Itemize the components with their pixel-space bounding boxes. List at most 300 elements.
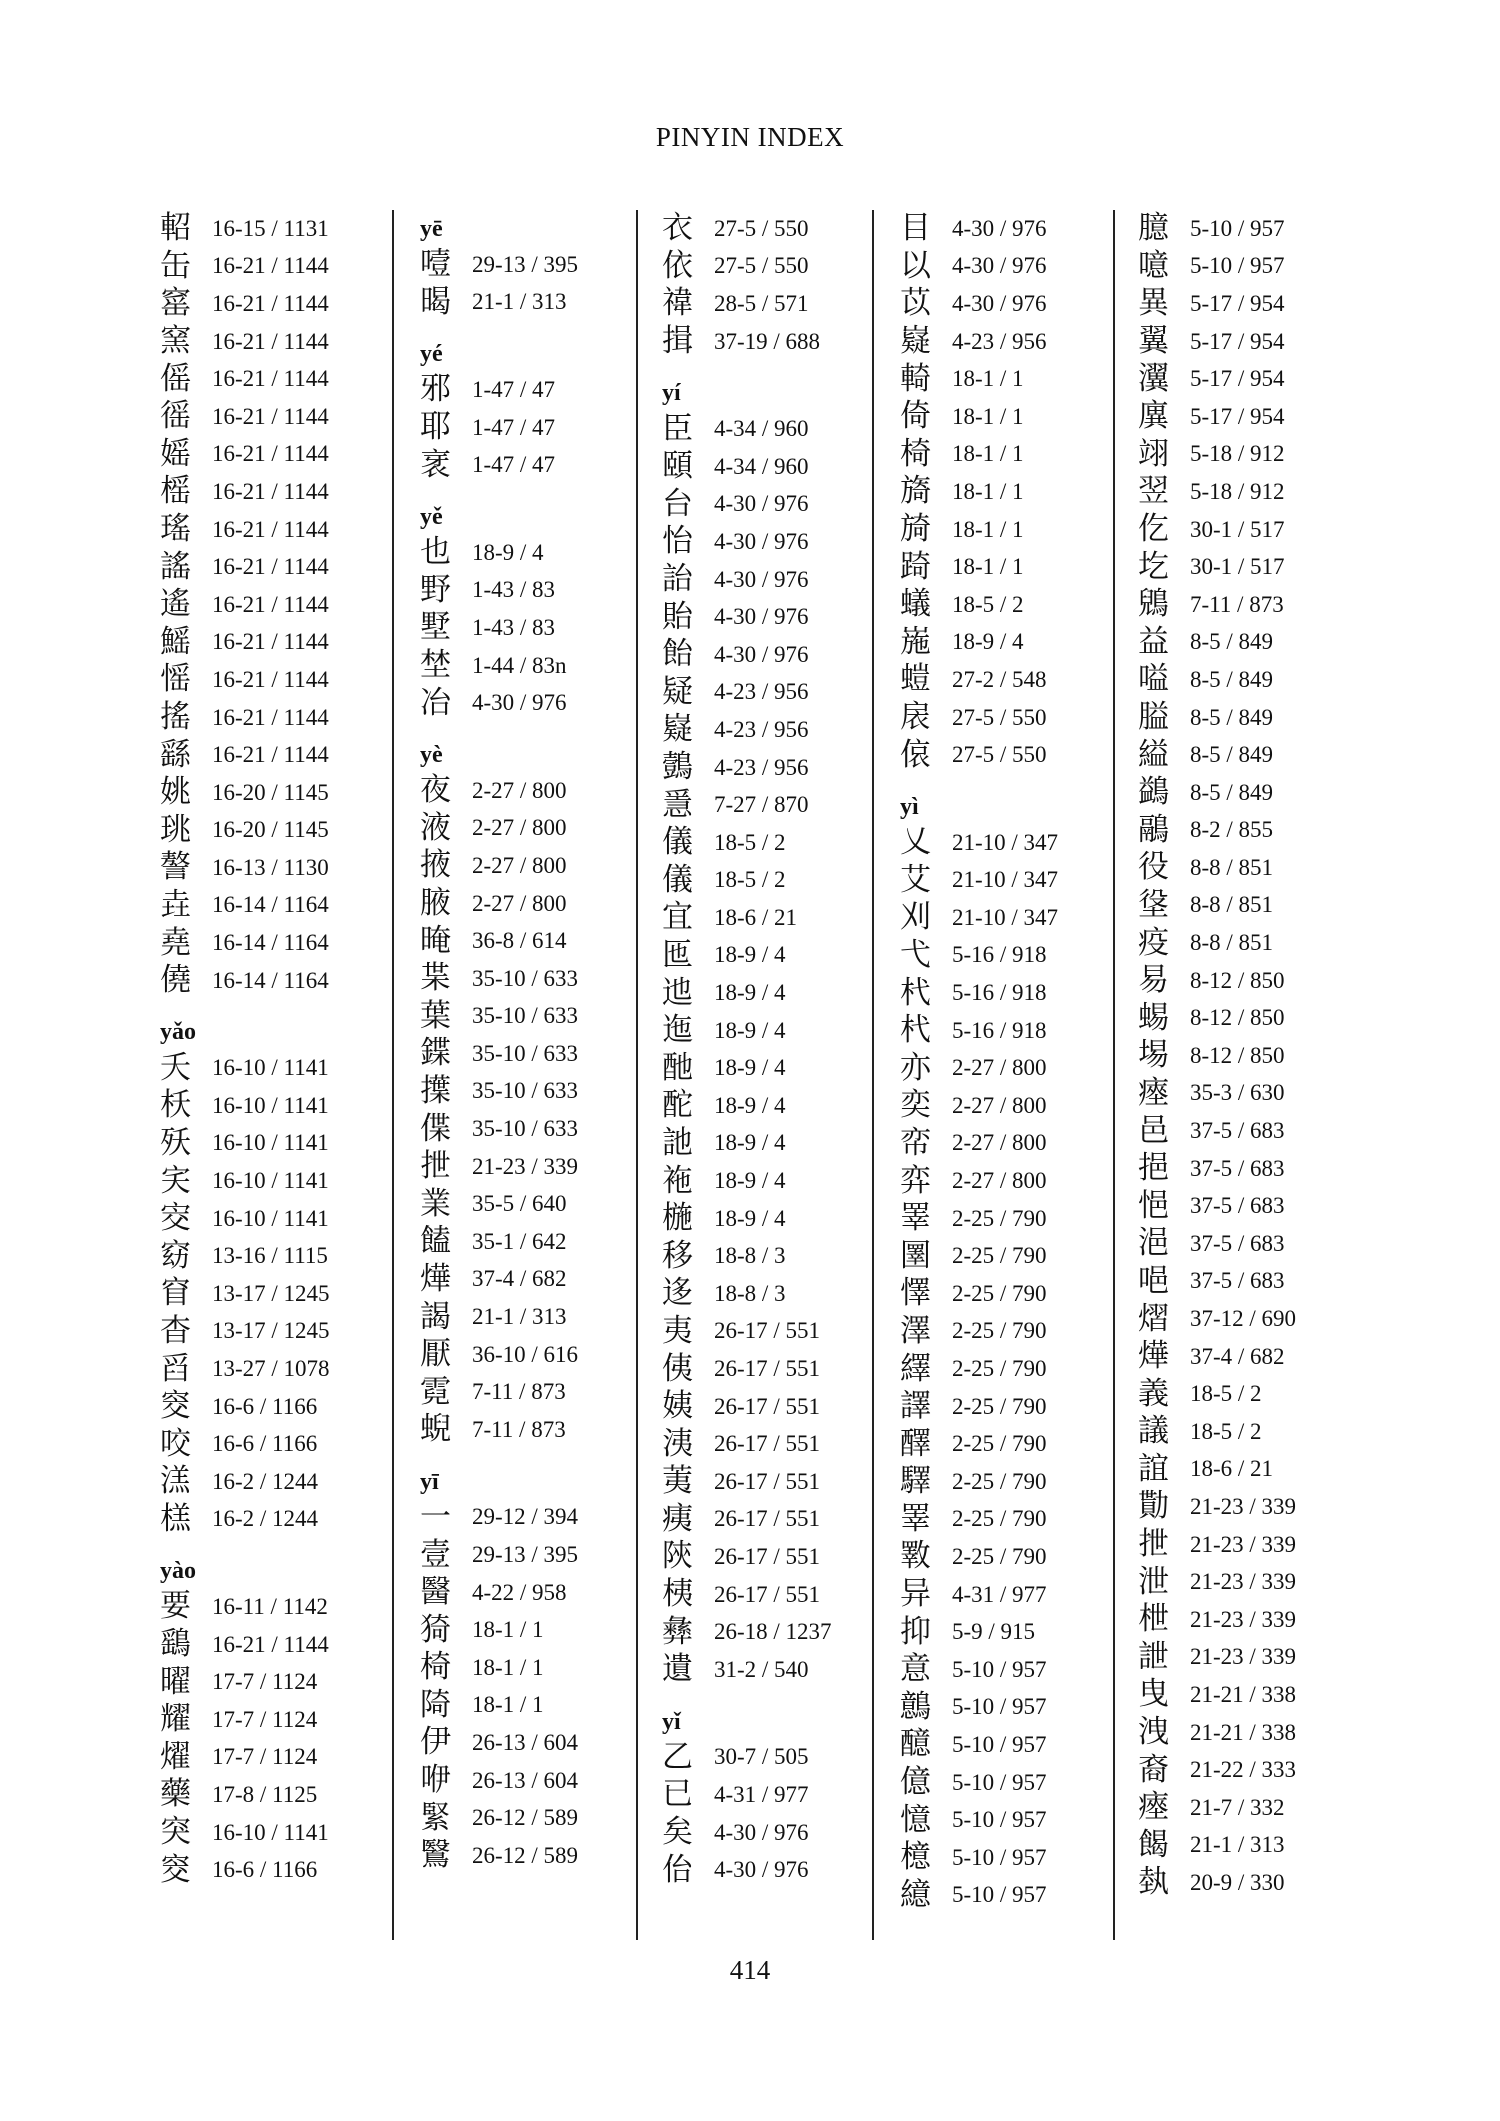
index-entry <box>420 446 578 484</box>
entry-reference: 18-1 / 1 <box>472 1654 544 1680</box>
index-entry <box>900 1613 1058 1651</box>
index-entry <box>420 1837 578 1875</box>
entry-character: 椅 <box>420 1649 451 1686</box>
column-divider <box>1113 210 1115 1940</box>
entry-reference: 16-21 / 1144 <box>212 742 329 768</box>
entry-reference: 8-8 / 851 <box>1190 930 1274 956</box>
entry-reference: 16-21 / 1144 <box>212 478 329 504</box>
index-entry <box>1138 1563 1296 1601</box>
pinyin-heading: yē <box>420 216 443 242</box>
index-entry <box>662 974 832 1012</box>
entry-character: 偞 <box>420 1110 451 1147</box>
entry-reference: 18-5 / 2 <box>714 867 786 893</box>
entry-reference: 13-17 / 1245 <box>212 1280 330 1306</box>
entry-reference: 7-27 / 870 <box>714 792 809 818</box>
index-entry <box>1138 887 1296 925</box>
entry-reference: 26-12 / 589 <box>472 1842 579 1868</box>
entry-reference: 4-30 / 976 <box>952 253 1047 279</box>
entry-reference: 18-1 / 1 <box>952 441 1024 467</box>
entry-character: 詒 <box>662 561 693 598</box>
index-entry <box>900 974 1058 1012</box>
index-entry <box>160 849 330 887</box>
index-entry <box>1138 1187 1296 1225</box>
entry-character: 窯 <box>160 323 191 360</box>
entry-character: 噎 <box>420 246 451 283</box>
entry-character: 業 <box>420 1185 451 1222</box>
entry-character: 陭 <box>420 1686 451 1723</box>
index-entry <box>420 1724 578 1762</box>
entry-character: 睪 <box>900 1200 931 1237</box>
entry-character: 野 <box>420 571 451 608</box>
entry-reference: 8-12 / 850 <box>1190 967 1285 993</box>
entry-character: 燁 <box>1138 1338 1169 1375</box>
entry-reference: 16-10 / 1141 <box>212 1168 329 1194</box>
entry-reference: 1-44 / 83n <box>472 652 567 678</box>
index-entry <box>1138 624 1296 662</box>
index-entry <box>420 772 578 810</box>
entry-character: 㥯 <box>662 786 693 823</box>
entry-character: 燁 <box>420 1260 451 1297</box>
entry-reference: 21-23 / 339 <box>1190 1531 1297 1557</box>
entry-character: 姨 <box>662 1388 693 1425</box>
entry-reference: 16-14 / 1164 <box>212 892 329 918</box>
pinyin-heading: yǎo <box>160 1019 196 1046</box>
entry-character: 垼 <box>1138 886 1169 923</box>
entry-character: 斁 <box>900 1538 931 1575</box>
entry-character: 鷁 <box>1138 774 1169 811</box>
entry-reference: 18-9 / 4 <box>714 1205 786 1231</box>
entry-reference: 4-31 / 977 <box>714 1781 809 1807</box>
index-entry <box>1138 1601 1296 1639</box>
entry-character: 醷 <box>900 1726 931 1763</box>
entry-reference: 16-21 / 1144 <box>212 666 329 692</box>
index-entry <box>900 1463 1058 1501</box>
entry-reference: 8-8 / 851 <box>1190 892 1274 918</box>
entry-reference: 16-21 / 1144 <box>212 366 329 392</box>
index-entry <box>160 924 330 962</box>
index-entry <box>900 436 1058 474</box>
entry-character: 翌 <box>1138 473 1169 510</box>
entry-reference: 21-23 / 339 <box>1190 1644 1297 1670</box>
entry-character: 迤 <box>662 1012 693 1049</box>
pinyin-heading: yì <box>900 793 919 820</box>
entry-reference: 31-2 / 540 <box>714 1656 809 1682</box>
entry-reference: 16-11 / 1142 <box>212 1593 328 1619</box>
index-entry <box>662 1275 832 1313</box>
index-column-5 <box>1138 210 1296 1902</box>
entry-reference: 35-1 / 642 <box>472 1228 567 1254</box>
entry-character: 崺 <box>900 623 931 660</box>
entry-character: 揖 <box>662 323 693 360</box>
entry-reference: 18-9 / 4 <box>714 1017 786 1043</box>
index-entry <box>160 248 330 286</box>
entry-reference: 27-5 / 550 <box>714 253 809 279</box>
entry-reference: 1-47 / 47 <box>472 376 556 402</box>
index-entry <box>160 285 330 323</box>
entry-reference: 2-25 / 790 <box>952 1431 1047 1457</box>
entry-character: 偯 <box>900 736 931 773</box>
index-entry <box>160 962 330 1000</box>
index-entry <box>420 371 578 409</box>
index-entry <box>160 1313 330 1351</box>
entry-character: 噫 <box>1138 247 1169 284</box>
entry-reference: 5-18 / 912 <box>1190 441 1285 467</box>
entry-character: 挹 <box>1138 1150 1169 1187</box>
index-entry <box>1138 1639 1296 1677</box>
entry-character: 縊 <box>1138 736 1169 773</box>
entry-reference: 8-5 / 849 <box>1190 704 1274 730</box>
entry-character: 澤 <box>900 1312 931 1349</box>
entry-character: 抑 <box>900 1613 931 1650</box>
entry-character: 貽 <box>662 598 693 635</box>
entry-reference: 2-27 / 800 <box>952 1055 1047 1081</box>
pinyin-heading: yè <box>420 741 443 768</box>
entry-character: 异 <box>900 1576 931 1613</box>
entry-character: 搖 <box>160 699 191 736</box>
entry-character: 窰 <box>160 285 191 322</box>
entry-character: 迆 <box>662 974 693 1011</box>
entry-reference: 4-30 / 976 <box>472 690 567 716</box>
entry-character: 葉 <box>420 997 451 1034</box>
entry-reference: 36-10 / 616 <box>472 1341 579 1367</box>
entry-reference: 26-17 / 551 <box>714 1468 821 1494</box>
index-entry <box>1138 511 1296 549</box>
index-entry <box>160 398 330 436</box>
entry-character: 嶷 <box>662 711 693 748</box>
index-entry <box>1138 924 1296 962</box>
entry-reference: 16-21 / 1144 <box>212 629 329 655</box>
entry-character: 扆 <box>900 699 931 736</box>
entry-reference: 5-17 / 954 <box>1190 290 1285 316</box>
entry-character: 抴 <box>1138 1526 1169 1563</box>
index-entry <box>160 1501 330 1539</box>
entry-reference: 5-9 / 915 <box>952 1619 1036 1645</box>
entry-reference: 18-9 / 4 <box>714 980 786 1006</box>
entry-reference: 30-7 / 505 <box>714 1744 809 1770</box>
index-entry <box>420 998 578 1036</box>
entry-character: 溔 <box>160 1463 191 1500</box>
entry-character: 壹 <box>420 1536 451 1573</box>
index-entry <box>160 1350 330 1388</box>
index-entry <box>662 285 832 323</box>
index-entry <box>1138 1526 1296 1564</box>
index-entry <box>662 824 832 862</box>
index-entry <box>160 1588 330 1626</box>
entry-reference: 21-21 / 338 <box>1190 1681 1297 1707</box>
index-entry <box>420 647 578 685</box>
entry-character: 繇 <box>160 736 191 773</box>
entry-reference: 5-16 / 918 <box>952 1017 1047 1043</box>
entry-reference: 16-10 / 1141 <box>212 1055 329 1081</box>
entry-reference: 26-13 / 604 <box>472 1767 579 1793</box>
entry-reference: 4-30 / 976 <box>714 641 809 667</box>
entry-reference: 37-5 / 683 <box>1190 1268 1285 1294</box>
index-entry <box>420 572 578 610</box>
entry-character: 要 <box>160 1588 191 1625</box>
entry-character: 檍 <box>900 1839 931 1876</box>
index-entry <box>662 899 832 937</box>
entry-reference: 18-9 / 4 <box>714 1168 786 1194</box>
index-entry <box>900 1125 1058 1163</box>
entry-reference: 2-25 / 790 <box>952 1543 1047 1569</box>
entry-reference: 18-5 / 2 <box>1190 1418 1262 1444</box>
entry-reference: 17-8 / 1125 <box>212 1781 318 1807</box>
index-entry <box>160 1626 330 1664</box>
entry-reference: 21-7 / 332 <box>1190 1794 1285 1820</box>
index-entry <box>160 1776 330 1814</box>
index-entry <box>662 523 832 561</box>
entry-reference: 26-17 / 551 <box>714 1431 821 1457</box>
entry-reference: 37-19 / 688 <box>714 328 821 354</box>
entry-reference: 21-1 / 313 <box>472 289 567 315</box>
index-entry <box>1138 323 1296 361</box>
entry-reference: 4-30 / 976 <box>714 491 809 517</box>
entry-character: 一 <box>420 1498 451 1535</box>
entry-reference: 13-27 / 1078 <box>212 1356 330 1382</box>
entry-reference: 27-5 / 550 <box>952 742 1047 768</box>
entry-character: 廙 <box>1138 398 1169 435</box>
entry-character: 浥 <box>1138 1225 1169 1262</box>
index-entry <box>160 1275 330 1313</box>
entry-reference: 16-10 / 1141 <box>212 1819 329 1845</box>
entry-character: 暍 <box>420 283 451 320</box>
entry-character: 悒 <box>1138 1187 1169 1224</box>
entry-character: 蜺 <box>420 1411 451 1448</box>
entry-reference: 37-4 / 682 <box>472 1266 567 1292</box>
entry-character: 乙 <box>662 1738 693 1775</box>
entry-character: 窅 <box>160 1275 191 1312</box>
entry-reference: 27-5 / 550 <box>952 704 1047 730</box>
entry-reference: 29-13 / 395 <box>472 251 579 277</box>
index-entry <box>662 1501 832 1539</box>
entry-character: 墅 <box>420 609 451 646</box>
index-entry <box>420 960 578 998</box>
entry-character: 耀 <box>160 1701 191 1738</box>
entry-character: 厭 <box>420 1336 451 1373</box>
entry-reference: 5-10 / 957 <box>952 1807 1047 1833</box>
entry-reference: 16-6 / 1166 <box>212 1857 318 1883</box>
entry-reference: 35-3 / 630 <box>1190 1080 1285 1106</box>
entry-character: 徭 <box>160 398 191 435</box>
entry-character: 窈 <box>160 1237 191 1274</box>
entry-character: 弋 <box>900 936 931 973</box>
entry-character: 彝 <box>662 1613 693 1650</box>
column-divider <box>392 210 394 1940</box>
entry-character: 亦 <box>900 1049 931 1086</box>
entry-character: 瘞 <box>1138 1789 1169 1826</box>
entry-character: 旑 <box>900 511 931 548</box>
index-entry <box>1138 1751 1296 1789</box>
index-entry <box>160 699 330 737</box>
entry-reference: 2-27 / 800 <box>472 777 567 803</box>
index-entry <box>662 561 832 599</box>
index-entry <box>662 1200 832 1238</box>
entry-reference: 16-6 / 1166 <box>212 1431 318 1457</box>
index-entry <box>420 1336 578 1374</box>
entry-character: 軺 <box>160 210 191 247</box>
index-entry <box>900 248 1058 286</box>
entry-character: 緊 <box>420 1799 451 1836</box>
entry-character: 踦 <box>900 548 931 585</box>
entry-character: 杳 <box>160 1312 191 1349</box>
index-entry <box>1138 1676 1296 1714</box>
index-entry <box>160 1814 330 1852</box>
entry-reference: 37-5 / 683 <box>1190 1193 1285 1219</box>
entry-character: 耶 <box>420 409 451 446</box>
entry-reference: 18-8 / 3 <box>714 1243 786 1269</box>
index-entry <box>662 1739 832 1777</box>
entry-reference: 35-10 / 633 <box>472 1078 579 1104</box>
entry-reference: 5-10 / 957 <box>952 1844 1047 1870</box>
index-entry <box>420 609 578 647</box>
column-divider <box>872 210 874 1940</box>
entry-reference: 2-27 / 800 <box>472 852 567 878</box>
entry-reference: 8-8 / 851 <box>1190 854 1274 880</box>
index-entry <box>900 1764 1058 1802</box>
entry-reference: 27-5 / 550 <box>714 215 809 241</box>
entry-reference: 2-27 / 800 <box>952 1092 1047 1118</box>
entry-reference: 21-22 / 333 <box>1190 1757 1297 1783</box>
entry-reference: 16-21 / 1144 <box>212 403 329 429</box>
entry-reference: 18-9 / 4 <box>714 1092 786 1118</box>
entry-character: 舀 <box>160 1350 191 1387</box>
entry-reference: 5-17 / 954 <box>1190 328 1285 354</box>
entry-character: 洟 <box>662 1425 693 1462</box>
entry-character: 憶 <box>900 1801 931 1838</box>
entry-character: 矣 <box>662 1814 693 1851</box>
entry-character: 鷊 <box>1138 811 1169 848</box>
index-entry <box>662 210 832 248</box>
entry-reference: 37-4 / 682 <box>1190 1343 1285 1369</box>
entry-character: 酡 <box>662 1087 693 1124</box>
index-entry <box>160 511 330 549</box>
entry-reference: 21-23 / 339 <box>472 1153 579 1179</box>
entry-character: 睪 <box>900 1500 931 1537</box>
index-entry <box>662 749 832 787</box>
entry-character: 誼 <box>1138 1450 1169 1487</box>
entry-reference: 16-15 / 1131 <box>212 215 329 241</box>
entry-character: 鷾 <box>900 1688 931 1725</box>
entry-character: 議 <box>1138 1413 1169 1450</box>
entry-character: 枻 <box>1138 1601 1169 1638</box>
entry-character: 翊 <box>1138 435 1169 472</box>
entry-reference: 26-13 / 604 <box>472 1729 579 1755</box>
entry-reference: 26-17 / 551 <box>714 1318 821 1344</box>
index-entry <box>1138 1789 1296 1827</box>
entry-reference: 35-10 / 633 <box>472 1116 579 1142</box>
entry-character: 腋 <box>420 885 451 922</box>
entry-reference: 8-5 / 849 <box>1190 779 1274 805</box>
index-entry <box>900 398 1058 436</box>
index-entry <box>1138 473 1296 511</box>
entry-reference: 27-2 / 548 <box>952 666 1047 692</box>
entry-character: 目 <box>900 210 931 247</box>
entry-character: 埸 <box>1138 1037 1169 1074</box>
entry-character: 義 <box>1138 1375 1169 1412</box>
index-entry <box>900 1877 1058 1915</box>
index-entry <box>1138 586 1296 624</box>
entry-reference: 35-10 / 633 <box>472 965 579 991</box>
index-entry <box>1138 1263 1296 1301</box>
entry-reference: 5-10 / 957 <box>952 1769 1047 1795</box>
entry-reference: 28-5 / 571 <box>714 290 809 316</box>
index-entry <box>420 284 578 322</box>
entry-character: 殀 <box>160 1124 191 1161</box>
index-entry <box>420 922 578 960</box>
index-entry <box>420 1261 578 1299</box>
index-entry <box>420 1574 578 1612</box>
index-entry <box>900 1388 1058 1426</box>
entry-character: 鍱 <box>420 1035 451 1072</box>
index-entry <box>1138 699 1296 737</box>
entry-reference: 16-10 / 1141 <box>212 1205 329 1231</box>
index-entry <box>160 1237 330 1275</box>
entry-character: 旖 <box>900 473 931 510</box>
entry-character: 晻 <box>420 922 451 959</box>
entry-character: 㝔 <box>160 1200 191 1237</box>
entry-character: 奕 <box>900 1087 931 1124</box>
index-entry <box>662 1776 832 1814</box>
index-entry <box>900 511 1058 549</box>
index-entry <box>420 885 578 923</box>
entry-character: 怡 <box>662 523 693 560</box>
entry-reference: 26-18 / 1237 <box>714 1619 832 1645</box>
entry-reference: 5-17 / 954 <box>1190 403 1285 429</box>
index-entry <box>160 1739 330 1777</box>
entry-reference: 8-12 / 850 <box>1190 1005 1285 1031</box>
entry-character: 唈 <box>1138 1262 1169 1299</box>
index-entry <box>420 810 578 848</box>
entry-reference: 18-6 / 21 <box>714 904 798 930</box>
entry-character: 億 <box>900 1764 931 1801</box>
index-entry <box>1138 999 1296 1037</box>
index-entry <box>420 847 578 885</box>
entry-character: 嶷 <box>900 323 931 360</box>
entry-character: 遙 <box>160 586 191 623</box>
index-entry <box>900 360 1058 398</box>
index-entry <box>160 1463 330 1501</box>
entry-reference: 16-13 / 1130 <box>212 854 329 880</box>
index-entry <box>160 210 330 248</box>
index-entry <box>420 1073 578 1111</box>
entry-reference: 2-25 / 790 <box>952 1356 1047 1382</box>
entry-character: 伊 <box>420 1724 451 1761</box>
entry-reference: 26-17 / 551 <box>714 1356 821 1382</box>
entry-character: 驛 <box>900 1463 931 1500</box>
index-entry <box>1138 1413 1296 1451</box>
index-entry <box>900 1425 1058 1463</box>
index-entry <box>160 736 330 774</box>
index-entry <box>900 1689 1058 1727</box>
entry-character: 咿 <box>420 1762 451 1799</box>
entry-reference: 16-14 / 1164 <box>212 930 329 956</box>
entry-reference: 20-9 / 330 <box>1190 1869 1285 1895</box>
entry-character: 台 <box>662 485 693 522</box>
entry-reference: 21-23 / 339 <box>1190 1606 1297 1632</box>
index-entry <box>900 1012 1058 1050</box>
entry-character: 宎 <box>160 1162 191 1199</box>
entry-reference: 16-21 / 1144 <box>212 441 329 467</box>
entry-reference: 26-17 / 551 <box>714 1393 821 1419</box>
entry-reference: 18-6 / 21 <box>1190 1456 1274 1482</box>
entry-character: 瑤 <box>160 511 191 548</box>
entry-reference: 2-25 / 790 <box>952 1243 1047 1269</box>
page-number: 414 <box>729 1955 771 1985</box>
index-entry <box>900 1576 1058 1614</box>
entry-reference: 4-23 / 956 <box>714 754 809 780</box>
entry-character: 以 <box>900 247 931 284</box>
index-entry <box>420 1110 578 1148</box>
